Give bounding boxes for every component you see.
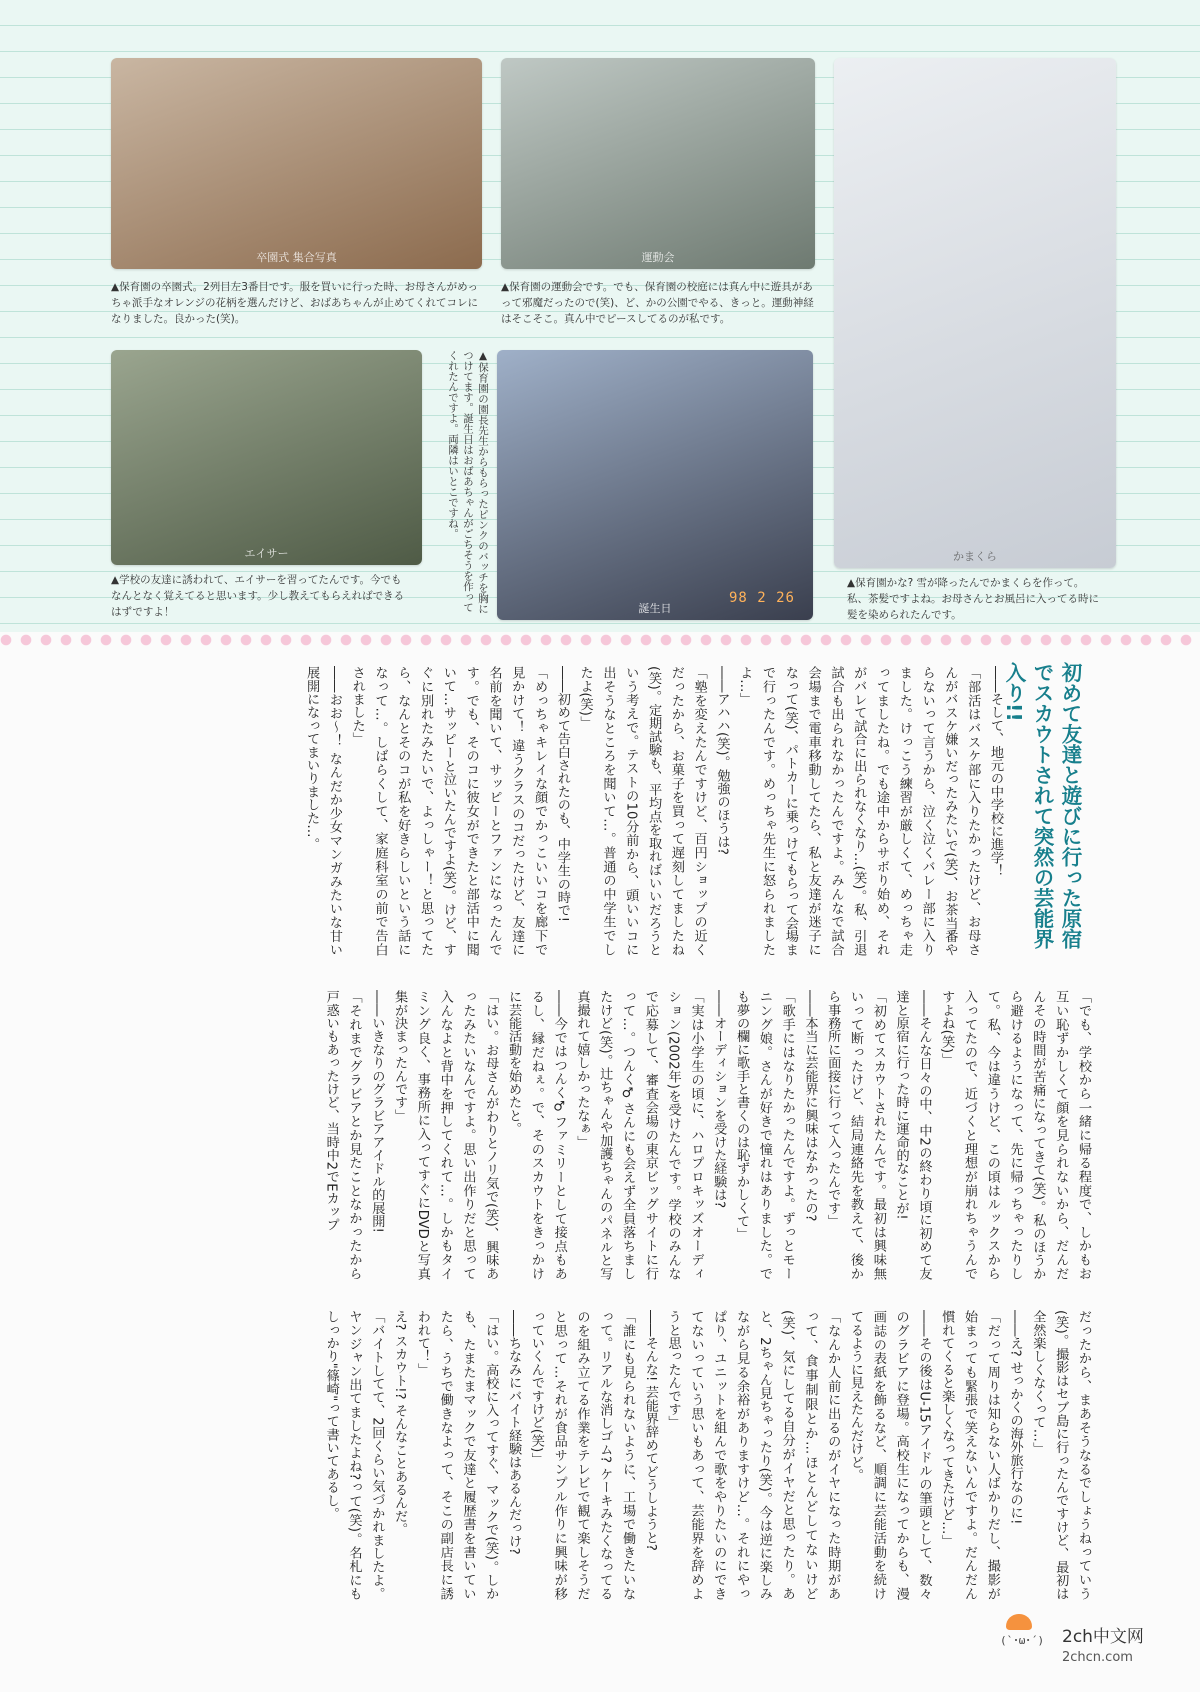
paragraph: 「だって周りは知らない人ばかりだし、撮影が始まっても緊張で笑えないんですよ。だんだん慣れてくると楽しくなってきたけど…」 [939, 1310, 1000, 1600]
photo-sports-day: 運動会 [501, 58, 815, 269]
paragraph: ――そんな日々の中、中2の終わり頃に初めて友達と原宿に行った時に運命的なことが! [893, 990, 932, 1280]
paragraph: 「なんか人前に出るのがイヤになった時期があって、食事制限とか…ほとんどしてないけど(笑)、気にしてる自分がイヤだと思ったり。あと、2ちゃん見ちゃったり(笑)。今は逆に楽しみながら見る余裕がありますけど…。それにやっぱり、ユニットを組んで歌をやりたいのにできてないっていう思いもあって、芸能界を辞めようと思ったんです」 [665, 1310, 841, 1600]
paragraph: 「はい。高校に入ってすぐ、マックで(笑)。しかも、たまたまマックで友達と履歴書を書いていたら、うちで働きなよって、そこの副店長に誘われて！」 [414, 1310, 499, 1600]
paragraph: ――初めて告白されたのも、中学生の時で! [554, 666, 570, 923]
paragraph: ――ちなみにバイト経験はあるんだっけ? [506, 1310, 522, 1555]
paragraph: ――今ではつんく♂ファミリーとして接点もあるし、縁だねぇ。で、そのスカウトをきっかけに芸能活動を始めたと。 [506, 990, 567, 1280]
paragraph: え? スカウト!? そんなことあるんだ。 [392, 1310, 408, 1536]
paragraph: ――そんな! 芸能界辞めてどうしようと? [642, 1310, 658, 1551]
site-watermark-logo [1000, 1614, 1190, 1684]
paragraph: ――アハハ(笑)。勉強のほうは? [714, 666, 730, 855]
paragraph: 「歌手にはなりたかったんですよ。ずっとモーニング娘。さんが好きで憧れはありました。でも夢の欄に歌手と書くのは恥ずかしくて」 [734, 990, 795, 1280]
logo-hair-icon [1006, 1614, 1032, 1630]
paragraph: ――オーディションを受けた経験は? [711, 990, 727, 1209]
paragraph: 「塾を変えたんですけど、百円ショップの近くだったから、お菓子を買って遅刻してましたね(笑)。定期試験も、平均点を取ればいいだろうという考えで。テストの10分前から、頭いいコに出そうなところを聞いて…。普通の中学生でしたよ(笑)」 [577, 666, 707, 956]
logo-url: 2chcn.com [1062, 1650, 1133, 1665]
text-column-2 [126, 990, 1094, 1280]
paragraph: だったから、まあそうなるでしょうねっていう(笑)。撮影はセブ島に行ったんですけど、最初は全然楽しくなくって…」 [1030, 1310, 1091, 1600]
caption-graduation: ▲保育園の卒園式。2列目左3番目です。服を買いに行った時、お母さんがめっちゃ派手なオレンジの花柄を選んだけど、おばあちゃんが止めてくれてコレになりました。良かった(笑)。 [111, 281, 478, 325]
photo-birthday: 誕生日 98 2 26 [497, 350, 813, 620]
headline: 初めて友達と遊びに行った原宿でスカウトされて突然の芸能界入り!! [1002, 662, 1082, 949]
paragraph: 「初めてスカウトされたんです。最初は興味無いって断ったけど、結局連絡先を教えて、後から事務所に面接に行って入ったんです」 [825, 990, 886, 1280]
paragraph: 「でも、学校から一緒に帰る程度で、しかもお互い恥ずかしくて顔を見られないから、だんだんその時間が苦痛になってきて(笑)。私のほうから避けるようになって、先に帰っちゃったりして。私、今は違うけど、この頃はルックスから入ってたので、近づくと理想が崩れちゃうんですよね(笑)」 [939, 990, 1091, 1280]
paragraph: 「バイトしてて、2回くらい気づかれましたよ。ヤンジャン出てましたよね?って(笑)。名札にもしっかり"篠崎"って書いてあるし。 [323, 1310, 385, 1600]
photo-eisa-dance: エイサー [111, 350, 422, 565]
caption-sports-day: ▲保育園の運動会です。でも、保育園の校庭には真ん中に遊具があって邪魔だったので(笑)、ど、かの公園でやる、きっと。運動神経はそこそこ。真ん中でピースしてるのが私です。 [501, 281, 814, 325]
photo-snow-kamakura: かまくら [834, 58, 1116, 568]
paragraph: 「それまでグラビアとか見たことなかったから戸惑いもあったけど、当時中2でEカップ [323, 990, 362, 1280]
paragraph: ――おお～！ なんだか少女マンガみたいな甘い展開になってまいりました…。 [304, 666, 342, 956]
paragraph: 「部活はバスケ部に入りたかったけど、お母さんがバスケ嫌いだったみたいで(笑)、お茶当番やらないって言うから、泣く泣くバレー部に入りました。けっこう練習が厳しくて、めっちゃ走ってましたね。でも途中からサボり始め、それがバレて試合に出られなくなり…(笑)。私、引退試合も出られなかったんですよ。みんなで試合会場まで電車移動してたら、私と友達が迷子になって(笑)、パトカーに乗っけてもらって会場まで行ったんです。めっちゃ先生に怒られましたよ…」 [737, 666, 981, 956]
paragraph: 「誰にも見られないように、工場で働きたいなって。リアルな消しゴム? ケーキみたくなってるのを組み立てる作業をテレビで観て楽しそうだと思って…それが食品サンプル作りに興味が移っていくんですけど(笑)」 [528, 1310, 636, 1600]
logo-face-icon: (`･ω･´) [1000, 1634, 1045, 1647]
paragraph: 「はい。お母さんがわりとノリ気で(笑)、興味あったみたいなんですよ。思い出作りだと思って入んなよと背中を押してくれて…。しかもタイミング良く、事務所に入ってすぐにDVDと写真集が決まったんです」 [392, 990, 499, 1280]
paragraph: ――そして、地元の中学校に進学！ [988, 666, 1003, 878]
photo-graduation-ceremony: 卒園式 集合写真 [111, 58, 482, 269]
paragraph: ――え? せっかくの海外旅行なのに! [1007, 1310, 1023, 1525]
logo-text: 2ch中文网 [1062, 1627, 1144, 1647]
paragraph: ――本当に芸能界に興味はなかったの? [802, 990, 818, 1222]
dotted-divider [0, 634, 1200, 658]
paragraph: 「実は小学生の頃に、ハロプロキッズオーディション(2002年)を受けたんです。学校のみんなで応募して、審査会場の東京ビッグサイトに行って…。つんく♂さんにも会えず全員落ちましたけど(笑)。辻ちゃんや加護ちゃんのパネルと写真撮れて嬉しかったなぁ」 [574, 990, 704, 1280]
paragraph: 「めっちゃキレイな顔でかっこいいコを廊下で見かけて！ 違うクラスのコだったけど、友達に名前を聞いて、サッピーとファンになったんです。でも、そのコに彼女ができたと部活中に聞いて…サッピーと泣いたんですよ(笑)。けど、すぐに別れたみたいで、よっしゃー！と思ってたら、なんとそのコが私を好きらしいという話になって…。しばらくして、家庭科室の前で告白されました」 [349, 666, 548, 956]
paragraph: ――その後はU-15アイドルの筆頭として、数々のグラビアに登場。高校生になってからも、漫画誌の表紙を飾るなど、順調に芸能活動を続けてるように見えたんだけど。 [848, 1310, 932, 1600]
text-column-3 [126, 1310, 1094, 1600]
caption-eisa: ▲学校の友達に誘われて、エイサーを習ってたんです。今でもなんとなく覚えてると思います。少し教えてもらえればできるはずですよ！ [111, 574, 405, 618]
caption-kamakura: ▲保育園かな? 雪が降ったんでかまくらを作って。私、茶髪ですよね。お母さんとお風呂に入ってる時に髪を染められたんです。 [847, 577, 1099, 621]
paragraph: ――いきなりのグラビアアイドル的展開! [369, 990, 385, 1233]
photo-datestamp: 98 2 26 [728, 590, 795, 606]
text-column-1 [126, 666, 1006, 956]
caption-birthday: ▲保育園の園長先生からもらったピンクのバッチを胸につけてます。誕生日はおばあちゃんがごちそうを作ってくれたんですよ。両隣はいとこですね。 [447, 350, 489, 614]
